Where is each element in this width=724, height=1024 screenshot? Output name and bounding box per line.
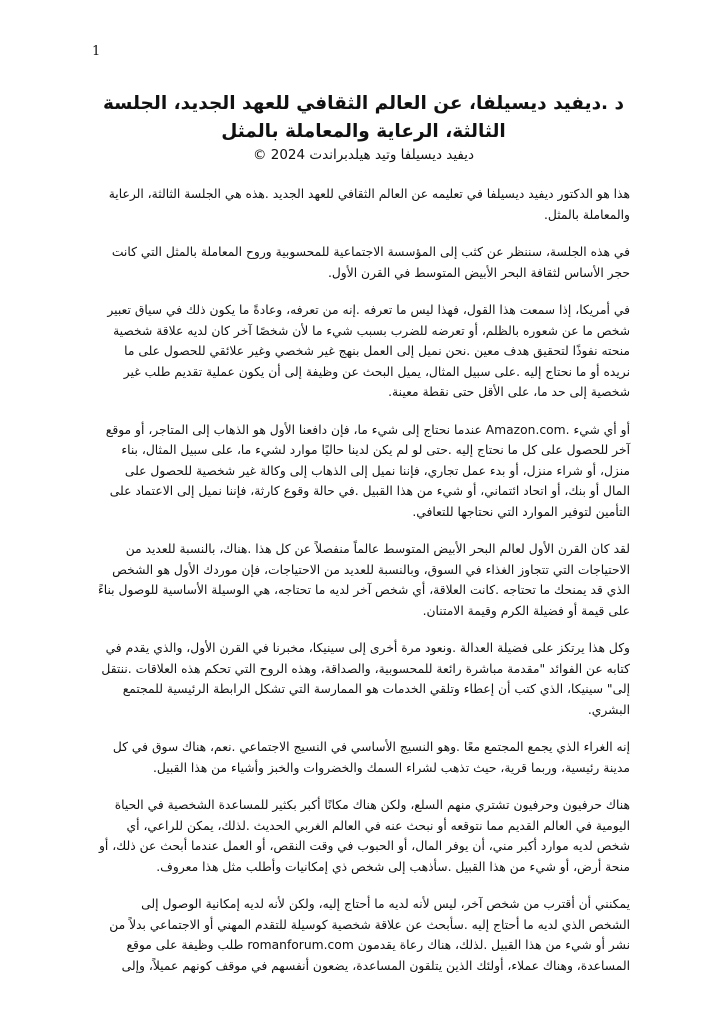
document-title: د .ديفيد ديسيلفا، عن العالم الثقافي للعهد الجديد، الجلسة الثالثة، الرعاية والمعاملة بالمثل <box>102 93 625 142</box>
paragraph: يمكنني أن أقترب من شخص آخر، ليس لأنه لديه ما أحتاج إليه، ولكن لأنه لديه إمكانية الوصول إلى الشخص الذي لديه ما أحتاج إليه .سأبحث عن علاقة شخصية كوسيلة للتقدم المهني أو الاجتماعي بدلاً من نشر أو شيء من هذا القبيل .لذلك، هناك رعاة يقدمون romanforum.com طلب وظيفة على موقع المساعدة، وهناك عملاء، أولئك الذين يتلقون المساعدة، يضعون أنفسهم في موقف كونهم عميلاً، وإلى <box>109 897 630 973</box>
paragraph: لقد كان القرن الأول لعالم البحر الأبيض المتوسط عالماً منفصلاً عن كل هذا .هناك، بالنسبة للعديد من الاحتياجات التي تتجاوز الغذاء في السوق، وبالنسبة للعديد من الاحتياجات، فإن موردك الأول هو الشخص الذي قد يمنحك ما تحتاجه .كانت العلاقة، أي شخص آخر لديه ما تحتاجه، هي الوسيلة الأساسية للوصول بناءً على قيمة أو فضيلة الكرم وقيمة الامتنان. <box>97 542 630 618</box>
paragraph: هناك حرفيون وحرفيون تشتري منهم السلع، ولكن هناك مكانًا أكبر بكثير للمساعدة الشخصية في الحياة اليومية في العالم القديم مما نتوقعه أو نبحث عنه في العالم الغربي الحديث .لذلك، يمكن للراعي، أي شخص لديه موارد أكبر مني، أن يوفر المال، أو الحبوب في وقت النقص، أو العمل عندما أبحث عن ذلك، أو منحة أرض، أو شيء من هذا القبيل .سأذهب إلى شخص ذي إمكانيات وأطلب مثل هذا معروف. <box>98 798 630 874</box>
paragraph: وكل هذا يرتكز على فضيلة العدالة .ونعود مرة أخرى إلى سينيكا، مخبرنا في القرن الأول، والذي يقدم في كتابه عن الفوائد "مقدمة مباشرة رائعة للمحسوبية، والصداقة، وهذه الروح التي تحكم هذه العلاقات .ننتقل إلى" سينيكا، الذي كتب أن إعطاء وتلقي الخدمات هو الممارسة التي تشكل الرابطة الرئيسية للمجتمع البشري. <box>101 641 630 717</box>
paragraph: هذا هو الدكتور ديفيد ديسيلفا في تعليمه عن العالم الثقافي للعهد الجديد .هذه هي الجلسة الثالثة، الرعاية والمعاملة بالمثل. <box>108 187 630 222</box>
paragraph: في هذه الجلسة، سننظر عن كثب إلى المؤسسة الاجتماعية للمحسوبية وروح المعاملة بالمثل التي كانت حجر الأساس لثقافة البحر الأبيض المتوسط في القرن الأول. <box>111 245 630 280</box>
paragraph: أو أي شيء .Amazon.com عندما نحتاج إلى شيء ما، فإن دافعنا الأول هو الذهاب إلى المتاجر، أو موقع آخر للحصول على كل ما نحتاج إليه .حتى لو لم يكن لدينا حاليًا موارد لشيء ما، على سبيل المثال، بناء منزل، أو شراء منزل، أو بدء عمل تجاري، فإننا نميل إلى الذهاب إلى وكالة غير شخصية للحصول على المال أو بنك، أو اتحاد ائتماني، أو شيء من هذا القبيل .في حالة وقوع كارثة، فإننا نميل إلى الاعتماد على التأمين لتوفير الموارد التي نحتاجها للتعافي. <box>105 422 630 519</box>
paragraph: في أمريكا، إذا سمعت هذا القول، فهذا ليس ما تعرفه .إنه من تعرفه، وعادةً ما يكون ذلك في سياق تعبير شخص ما عن شعوره بالظلم، أو تعرضه للضرب بسبب شيء ما لأن شخصًا آخر كان لديه علاقة شخصية منحته نفوذًا لتحقيق هدف معين .نحن نميل إلى العمل بنهج غير شخصي وغير علائقي للحصول على ما نريده أو ما نحتاج إليه .على سبيل المثال، يميل البحث عن وظيفة إلى أن يكون عملية تقديم طلب غير شخصية إلى حد ما، على الأقل حتى نقطة معينة. <box>107 303 630 399</box>
copyright-byline: ديفيد ديسيلفا وتيد هيلدبراندت 2024 © <box>252 147 475 163</box>
paragraph: إنه الغراء الذي يجمع المجتمع معًا .وهو النسيج الأساسي في النسيج الاجتماعي .نعم، هناك سوق في كل مدينة رئيسية، وربما قرية، حيث تذهب لشراء السمك والخضروات والخبز وأشياء من هذا القبيل. <box>112 740 630 775</box>
page-number: 1 <box>92 44 101 59</box>
document-body <box>97 90 630 993</box>
